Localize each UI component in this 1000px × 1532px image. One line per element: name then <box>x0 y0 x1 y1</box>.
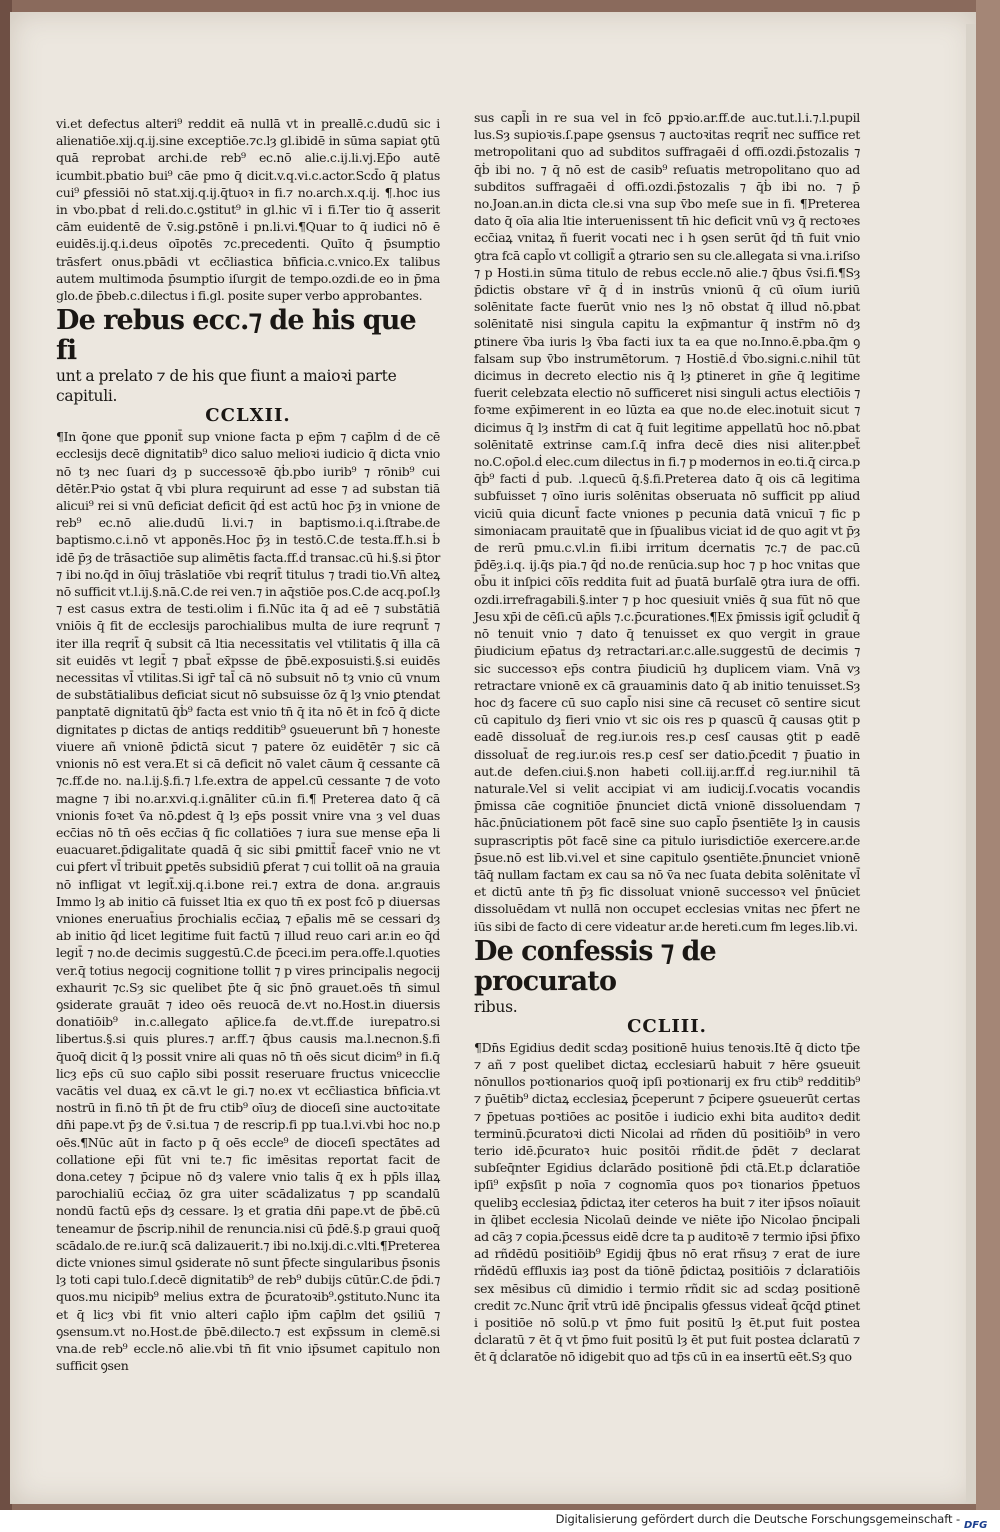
dfg-logo-icon <box>964 1513 994 1531</box>
right-paragraph-2: ¶Dn̄s Egidius dedit scdaȝ positionē huius tenoꝛis.Itē q̄ dicto tp̄e ⁊ añ ⁊ post quelibet dictaꝝ ecclesiarū habuit ⁊ hēre ꝯsueuit nōnullos poꝛtionarios quoq̄ ipſi poꝛtionarij ex fru ctib⁹ redditib⁹ ⁊ p̄uētib⁹ dictaꝝ ecclesiaꝝ p̄ceperunt ⁊ p̄cipere ꝯsueuerūt certas ⁊ p̄petuas poꝛtiōes ac positōe i iudicio exhi bita auditoꝛ dedit terminū.p̄curatoꝛi dicti Nicolai ad rñden dū positiōib⁹ in vero terio idē.p̄curatoꝛ huic positōi rñdit.de p̄dēt ⁊ declarat subſeq̄nter Egidius ḋclarādo positionē p̄di ctā.Et.p ḋclaratiōe ipſi⁹ exp̄sſit p noīa ⁊ cognomīa quos poꝛ tionarios p̄petuos quelibꝫ ecclesiaꝝ p̄dictaꝝ iter ceteros ha buit ⁊ iter ip̄sos noīauit in q̄libet ecclesia Nicolaū deinde ve niēte ip̄o Nicolao p̄ncipali ad cāȝ ⁊ copia.p̄cessus eidē ḋcre ta p auditoꝛē ⁊ termio ip̄si p̄fixo ad rñdēdū positiōib⁹ Egidij q̄bus nō erat rñsuȝ ⁊ erat de iure rñdēdū effluxis iaȝ post da tiōnē p̄dictaꝝ positiōis ⁊ ḋclaratiōis sex mēsibus cū dimidio i termio rñdit sic ad scdaȝ positionē credit ⁊c.Nunc q̄rit̄ vtrū idē p̄ncipalis ꝯfessus videat̄ q̄cq̄d ꝑtinet i positiōe nō solū.p vt p̄mo fuit positū lȝ ēt.put fuit postea ḋclaratū ⁊ ēt q̄ vt p̄mo fuit positū lȝ ēt put fuit postea ḋclaratū ⁊ ēt q̄ ḋclaratōe nō idigebit quo ad tp̄s cū in ea insertū eēt.Sȝ quo <box>474 1039 860 1365</box>
page-edge <box>966 24 976 1502</box>
left-paragraph-2: ¶In q̄one que ꝑponit̄ sup vnione facta p ep̄m ⁊ cap̄lm ḋ de cē ecclesijs decē dignitatib⁹ dico saluo melioꝛi iudicio q̄ dicta vnio nō tȝ nec ſuari dȝ p successoꝛē q̄ḃ.pbo iurib⁹ ⁊ rōnib⁹ cui dētēr.Pꝛio ꝯstat q̄ vbi plura requirunt ad esse ⁊ ad substan tiā alicui⁹ rei si vnū deficiat deficit q̄ḋ est actū hoc p̄ȝ in vnione de reb⁹ ec.nō alie.dudū li.vi.⁊ in baptismo.i.q.i.ſtrabe.de baptismo.c.i.nō vt apponēs.Hoc p̄ȝ in testō.C.de testa.ff.h.si ḃ idē p̄ȝ de trāsactiōe sup alimētis facta.ff.ḋ transac.cū hi.§.si p̄tor ⁊ ibi no.q̄d in ōīuj trāslatiōe vbi reqrit̄ titulus ⁊ tradi tio.Vn̄ alteꝝ nō sufficit vt.l.ij.§.nā.C.de rei ven.⁊ in aq̄stiōe pos.C.de acq.poſ.lȝ ⁊ est casus extra de testi.olim i fi.Nūc ita q̄ ad eē ⁊ substātiā vniōis q̄ fit de ecclesijs parochialibus multa de iure reqrunt̄ ⁊ iter illa reqrit̄ q̄ subsit cā ltia necessitatis vel vtilitatis q̄ illa cā sit euidēs vt legit̄ ⁊ pbat̄ ex̄psse de p̄bē.exposuisti.§.si euidēs necessitas vl̄ vtilitas.Si igr̄ tal̄ cā nō subsuit nō tȝ vnio cū vnum de substātialibus deficiat sicut nō subsuisse ōz q̄ lȝ vnio ꝑtendat panptatē dignitatū q̄ḃ⁹ facta est vnio tn̄ q̄ ita nō ēt in fcō q̄ dicte dignitates p dictas de antiqs redditib⁹ ꝯsueuerunt bn̄ ⁊ honeste viuere añ vnionē p̄dictā sicut ⁊ patere ōz euidētēr ⁊ sic cā vnionis nō est vera.Et si cā deficit nō valet cāum q̄ cessante cā ⁊c.ff.de no. na.l.ij.§.fi.⁊ l.fe.extra de appel.cū cessante ⁊ de voto magne ⁊ ibi no.ar.xvi.q.i.gnāliter cū.in fi.¶ Preterea dato q̄ cā vnionis foꝛet v̄a nō.ꝑdest q̄ lȝ ep̄s possit vnire vna ȝ vel duas ecc̄ias nō tn̄ oēs ecc̄ias q̄ fic collatiōes ⁊ iura sue mense ep̄a li euacuaret.p̄digalitate quadā q̄ sic sibi ꝑmittit̄ facer̄ vnio ne vt cui ꝑfert vl̄ tribuit ꝑpetēs subsidiū ꝑferat ⁊ cui tollit oā na grauia nō infligat vt legit̄.xij.q.i.bone rei.⁊ extra de dona. ar.grauis Immo lȝ ab initio cā fuisset ltia ex quo tn̄ ex post fcō p diuersas vniones eneruat̄ius p̄rochialis ecc̄iaꝝ ⁊ ep̄alis mē se cessari dȝ ab initio q̄ḋ licet legitime fuit factū ⁊ illud reuo cari ar.in eo q̄ḋ legit̄ ⁊ no.de decimis suggestū.C.de p̄ceci.im pera.offe.l.quoties ver.q̄ totius negocij cognitione tollit ⁊ p vires principalis negocij exhaurit ⁊c.Sȝ sic quelibet p̄te q̄ sic p̄nō grauet.oēs tn̄ simul ꝯsiderate grauāt ⁊ ideo oēs reuocā de.vt no.Host.in diuersis donatiōib⁹ in.c.allegato ap̄lice.fa de.vt.ff.de iurepatro.si libertus.§.si quis plures.⁊ ar.ff.⁊ q̄bus causis ma.l.necnon.§.fi q̄uoq̄ dicit q̄ lȝ possit vnire ali quas nō tn̄ oēs sicut dicim⁹ in fi.q̄ licȝ ep̄s cū suo cap̄lo sibi possit reseruare fructus vnicecclie vacātis vel duaꝝ ex cā.vt le gi.⁊ no.ex vt ecc̄liastica bn̄ficia.vt nostrū in fi.nō tn̄ p̄t de fru ctib⁹ oīuȝ de dioceſi sine auctoꝛitate dn̄i pape.vt p̄ȝ de v̄.si.tua ⁊ de rescrip.fi pp tua.l.vi.vbi hoc no.p oēs.¶Nūc aūt in facto p q̄ oēs eccle⁹ de dioceſi spectātes ad collatione ep̄i fūt vni te.⁊ fic imēsitas reportat facit de dona.cetey ⁊ p̄cipue nō dȝ valere vnio talis q̄ ex ḣ pp̄ls illaꝝ parochialiū ecc̄iaꝝ ōz gra uiter scādalizatus ⁊ pp scandalū nondū factū ep̄s dȝ cessare. lȝ et gratia dn̄i pape.vt de p̄bē.cū teneamur de p̄scrip.nihil de renuncia.nisi cū p̄dē.§.p graui quoq̄ scādalo.de re.iur.q̄ scā dalizauerit.⁊ ibi no.lxij.di.c.vlti.¶Preterea dicte vniones simul ꝯsiderate nō sunt p̄fecte singularibus p̄sonis lȝ toti capi tulo.ſ.decē dignitatib⁹ de reb⁹ dubijs cūtūr.C.de p̄di.⁊ quos.mu nicipib⁹ melius extra de p̄curatoꝛib⁹.ꝯstituto.Nunc ita et q̄ licȝ vbi fit vnio alteri cap̄lo ip̄m cap̄lm det ꝯsiliū ⁊ ꝯsensum.vt no.Host.de p̄bē.dilecto.⁊ est exp̄ssum in clemē.si vna.de reb⁹ eccle.nō alie.vbi tn̄ fit vnio ip̄sumet capitulo non sufficit ꝯsen <box>56 429 440 1374</box>
section-heading-de-rebus-ecc: De rebus ecc.⁊ de his que fi <box>56 305 416 367</box>
right-paragraph-1: sus capl̄i in re sua vel in fcō ꝑpꝛio.ar.ff.de auc.tut.l.i.⁊.l.pupil lus.Sȝ supioꝛis.ſ.pape ꝯsensus ⁊ auctoꝛitas reqrit̄ nec suffice ret metropolitani quo ad subditos suffragaēi ḋ offi.ozdi.p̄stozalis ⁊ q̄ḃ ibi no. ⁊ q̄ nō est de casib⁹ reſuatis metropolitano quo ad subditos suffragaēi ḋ offi.ozdi.p̄stozalis ⁊ q̄ḃ ibi no. ⁊ p̄ no.Joan.an.in dicta cle.si vna sup v̄bo meſe sue in fi. ¶Preterea dato q̄ oīa alia ltie interuenissent tn̄ hic deficit vnū vȝ q̄ rectoꝛes ecc̄iaꝝ vnitaꝝ ñ fuerit vocati nec i h ꝯsen serūt q̄ḋ tn̄ fuit vnio ꝯtra fcā capl̄o vt colligit̄ a ꝯtrario sen su cle.allegata si vna.i.riſso ⁊ p Hosti.in sūma titulo de rebus eccle.nō alie.⁊ q̄bus v̄si.fi.¶Sȝ p̄dictis obstare vr̄ q̄ ḋ in instrūs vnionū q̄ cū oīum iuriū solēnitate facte fuerūt vnio nes lȝ nō obstat q̄ illud nō.pbat solēnitatē nisi singula capitu la exp̄mantur q̄ instr̄m nō dȝ ꝑtinere v̄ba iuris lȝ v̄ba facti iux ta ea que no.Inno.ē.pba.q̄m ꝯ falsam sup v̄bo instrumētorum. ⁊ Hostiē.ḋ v̄bo.signi.c.nihil tūt dicimus in decreto electio nis q̄ lȝ ꝑtineret in gn̄e q̄ legitime fuerit celebzata electio nō sufficeret nisi singuli actus electiōis ⁊ foꝛme exp̄imerent in eo lūzta ea que no.de elec.inotuit sicut ⁊ dicimus q̄ lȝ instr̄m di cat q̄ fuit legitime appellatū hoc nō.pbat solēnitatē extrinse cam.ſ.q̄ infra decē dies nisi aliter.pbet̄ no.C.op̄ol.ḋ elec.cum dilectus in fi.⁊ p modernos in eo.ti.q̄ circa.p q̄ḃ⁹ facti ḋ pub. .l.quecū q̄.§.fi.Preterea dato q̄ ois cā legitima subfuisset ⁊ oīno iuris solēnitas obseruata nō sufficit pp aliud viciū quia dicunt̄ facte vniones p pecunia datā vnicuī ⁊ fic p simoniacam prauitatē que in ſp̄ualibus viciat id de quo agit vt p̄ȝ de rerū pmu.c.vl.in fi.ibi irritum ḋcernatis ⁊c.⁊ de pac.cū p̄dēȝ.i.q. ij.q̄s pia.⁊ q̄ḋ no.de renūcia.sup hoc ⁊ p hoc vnitas que ob̄u it inſpici cōīs reddita fuit ad p̄uatā burſalē ꝯtra iura de offi. ozdi.irrefragabili.§.inter ⁊ p hoc quesiuit vniēs q̄ sua fūt nō que Jesu xp̄i de cēſi.cū ap̄ls ⁊.c.p̄curationes.¶Ex p̄missis igit̄ ꝯcludit̄ q̄ nō tenuit vnio ⁊ dato q̄ tenuisset ex quo vergit in graue p̄iudicium ep̄atus dȝ retractari.ar.c.alle.suggestū de decimis ⁊ sic successoꝛ ep̄s contra p̄iudiciū hȝ duplicem viam. Vnā vȝ retractare vnionē ex cā grauaminis dato q̄ ab initio tenuisset.Sȝ hoc dȝ facere cū suo capl̄o nisi sine cā recuset cō sentire sicut cū capitulo dȝ fieri vnio vt sic ois res p quascū q̄ causas ꝯtit p eadē dissoluat̄ de reg.iur.ois res.p cesſ causas ꝯtit p eadē dissoluat̄ de reg.iur.ois res.p cesſ ser datio.p̄cedit ⁊ p̄uatio in aut.de defen.ciui.§.non habeti coll.iij.ar.ff.ḋ reg.iur.nihil tā naturale.Vel si velit accipiat vi am iudicij.ſ.vocatis vocandis p̄missa cāe cognitiōe p̄nunciet dictā vnionē dissoluendam ⁊ hāc.p̄nūciationem pōt facē sine suo capl̄o p̄sentiēte lȝ in causis suprascriptis pōt facē sine ca pitulo iurisdictiōe exercere.ar.de p̄sue.nō est lib.vi.vel et sine capitulo ꝯsentiēte.p̄nunciet vnionē tāq̄ nullam factam ex cau sa nō v̄a nec ſuata debita solēnitate vl̄ et dictū ante tn̄ p̄ȝ fic dissoluat vnionē successoꝛ vel p̄nūciet dissoluēdam vt nullā non occupet ecclesias vnitas nec p̄fert ne iūs sibi de facto di cere videatur ar.de hereti.cum fm leges.lib.vi. <box>474 110 860 934</box>
left-column <box>56 115 440 1374</box>
section-subheading-ribus: ribus. <box>474 997 518 1016</box>
binding-board-right <box>976 0 1000 1510</box>
left-paragraph-1: vi.et defectus alteri⁹ reddit eā nullā vt in preallē.c.dudū sic i alienatiōe.xij.q.ij.sine exceptiōe.⁊c.lȝ gl.ibidē in sūma sapiat ꝯtū quā reprobat archi.de reb⁹ ec.nō alie.c.ij.li.vj.Ep̄o autē icumbit.pbatio bui⁹ cāe pmo q̄ dicit.v.q.vi.c.actor.Scd̄o q̄ platus cui⁹ ꝑfessiōi nō stat.xij.q.ij.q̄tuoꝛ in fi.⁊ no.arch.x.q.ij. ¶.hoc ius in vbo.pbat ḋ reli.do.c.ꝯstitut⁹ in gl.hic vī i fi.Ter tio q̄ asserit cām euidentē de v̄.sig.ꝑstōnē i pn.li.vi.¶Quar to q̄ iudici nō ē euidēs.ij.q.i.deus oīpotēs ⁊c.precedenti. Quīto q̄ p̄sumptio trāsfert onus.pbādi vt ecc̄liastica bn̄ficia.c.vnico.Ex talibus autem multimoda p̄sumptio iſurgit de tempo.ozdi.de eo in p̄ma glo.de p̄beb.c.dilectus i fi.gl. posite super verbo approbantes. <box>56 116 440 304</box>
dfg-logo-text: DFG <box>964 1520 988 1531</box>
chapter-number-cclxii: CCLXII. <box>205 405 291 427</box>
digitization-credit: Digitalisierung gefördert durch die Deutsche Forschungsgemeinschaft - <box>555 1512 960 1526</box>
right-column <box>474 109 860 1366</box>
section-heading-de-confessis: De confessis ⁊ de procurato <box>474 935 716 997</box>
chapter-number-ccliii: CCLIII. <box>627 1015 707 1037</box>
section-subheading: unt a prelato ⁊ de his que fiunt a maioꝛi parte capituli. <box>56 367 397 406</box>
